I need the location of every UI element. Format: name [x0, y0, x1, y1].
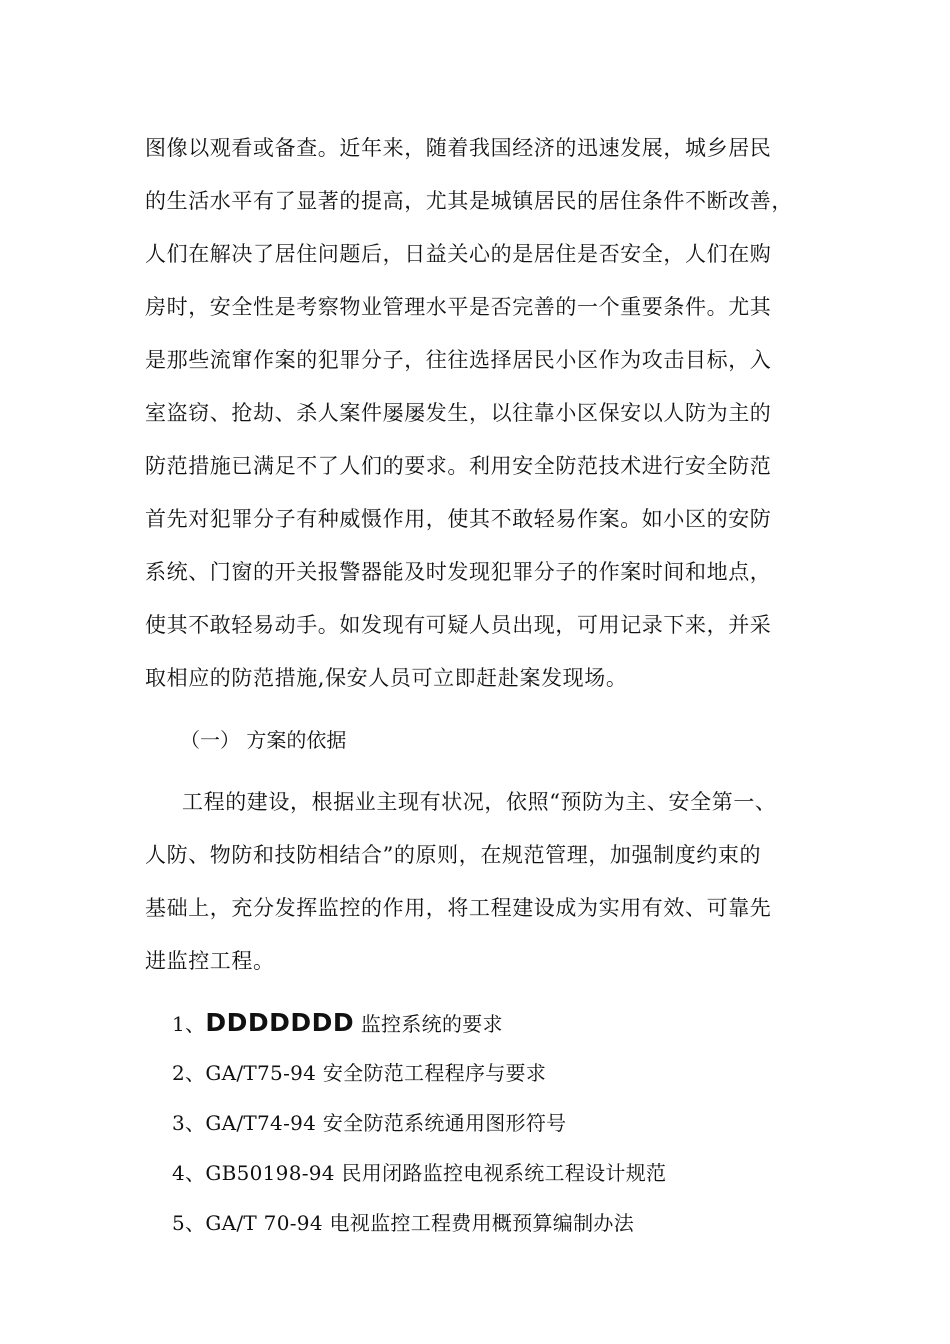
list-item	[172, 1208, 634, 1238]
paragraph-line: 室盗窃、抢劫、杀人案件屡屡发生，以往靠小区保安以人防为主的	[145, 401, 772, 425]
list-item	[172, 1158, 666, 1188]
paragraph-line: 使其不敢轻易动手。如发现有可疑人员出现，可用记录下来，并采	[145, 613, 772, 637]
list-item-text: GA/T74-94 安全防范系统通用图形符号	[205, 1111, 567, 1135]
paragraph-line: 首先对犯罪分子有种威慑作用，使其不敢轻易作案。如小区的安防	[145, 507, 772, 531]
list-item-number: 3、	[172, 1111, 206, 1135]
list-item	[172, 1108, 566, 1138]
list-item-number: 2、	[172, 1061, 206, 1085]
section-heading: （一） 方案的依据	[180, 728, 347, 752]
paragraph-line: 是那些流窜作案的犯罪分子，往往选择居民小区作为攻击目标，入	[145, 348, 772, 372]
list-item-code: DDDDDDD	[205, 1008, 355, 1037]
paragraph-line: 取相应的防范措施,保安人员可立即赶赴案发现场。	[145, 666, 628, 690]
paragraph-line: 进监控工程。	[145, 949, 275, 973]
list-item	[172, 1008, 503, 1039]
paragraph-line: 人防、物防和技防相结合”的原则，在规范管理，加强制度约束的	[145, 843, 762, 867]
list-item-number: 1、	[172, 1012, 206, 1036]
paragraph-line: 的生活水平有了显著的提高，尤其是城镇居民的居住条件不断改善，	[145, 189, 793, 213]
paragraph-line: 人们在解决了居住问题后，日益关心的是居住是否安全，人们在购	[145, 242, 772, 266]
list-item-text: 监控系统的要求	[354, 1012, 503, 1036]
paragraph-line: 系统、门窗的开关报警器能及时发现犯罪分子的作案时间和地点，	[145, 560, 772, 584]
list-item-text: GA/T75-94 安全防范工程程序与要求	[205, 1061, 547, 1085]
paragraph-line: 图像以观看或备查。近年来，随着我国经济的迅速发展，城乡居民	[145, 136, 772, 160]
list-item	[172, 1058, 546, 1088]
list-item-number: 4、	[172, 1161, 206, 1185]
paragraph-line: 房时，安全性是考察物业管理水平是否完善的一个重要条件。尤其	[145, 295, 772, 319]
list-item-text: GB50198-94 民用闭路监控电视系统工程设计规范	[205, 1161, 667, 1185]
paragraph-line: 工程的建设，根据业主现有状况，依照“预防为主、安全第一、	[182, 790, 777, 814]
paragraph-line: 防范措施已满足不了人们的要求。利用安全防范技术进行安全防范	[145, 454, 772, 478]
list-item-text: GA/T 70-94 电视监控工程费用概预算编制办法	[205, 1211, 634, 1235]
list-item-number: 5、	[172, 1211, 206, 1235]
paragraph-line: 基础上，充分发挥监控的作用，将工程建设成为实用有效、可靠先	[145, 896, 772, 920]
